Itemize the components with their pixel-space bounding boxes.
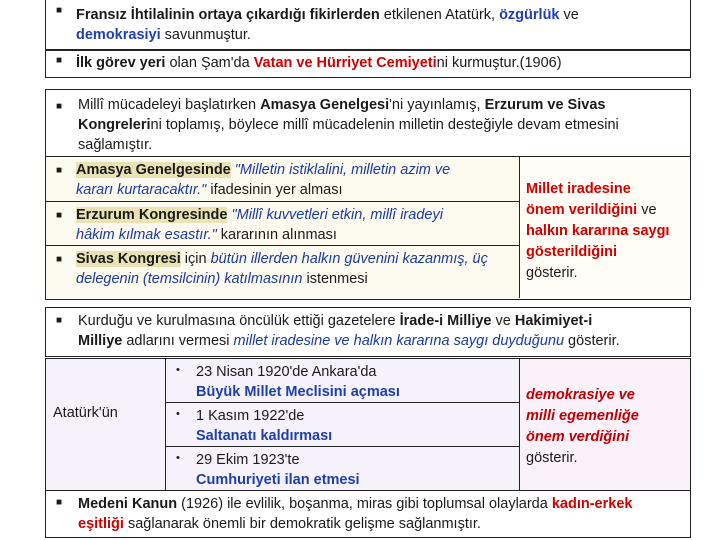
conclusion-l2: önem verildiğini (526, 202, 638, 218)
congress-erzurum-row (46, 202, 520, 246)
row5-plain: Kurduğu ve kurulmasına öncülük ettiği gazetelere (78, 313, 400, 329)
bullet-icon: ■ (56, 254, 63, 265)
sivas-icin: için (180, 251, 211, 267)
info-block-5 (45, 307, 691, 357)
row1-plain: etkilenen Atatürk, (379, 7, 500, 23)
ataturk-table (45, 358, 691, 491)
sivas-bold: Sivas Kongresi (76, 251, 181, 267)
ataturk-item-date: 29 Ekim 1923'te (196, 452, 300, 468)
row2-end: ni kurmuştur.(1906) (436, 55, 562, 71)
row3-text (78, 95, 682, 155)
row7-text (78, 494, 682, 534)
info-block-3 (45, 89, 691, 157)
ataturk-item-event: Saltanatı kaldırması (196, 428, 333, 444)
row3-amasya: Amasya Genelgesi (260, 97, 390, 113)
ataturk-conclusion-l2: milli egemenliğe (526, 408, 639, 424)
bullet-icon: ■ (56, 315, 63, 326)
ataturk-conclusion-l3: önem verdiğini (526, 429, 630, 445)
erzurum-text (76, 205, 511, 245)
row3-kongreler: Kongreleri (78, 117, 151, 133)
bullet-icon: ■ (56, 210, 63, 221)
row7-kadin-erkek: kadın-erkek (551, 496, 633, 512)
sivas-end: istenmesi (302, 271, 368, 287)
amasya-bold: Amasya Genelgesinde (76, 162, 231, 178)
row5-italic: millet iradesine ve halkın kararına saygı duyduğunu (233, 333, 565, 349)
row5-irade: İrade-i Milliye (399, 313, 492, 329)
row5-plain2: adlarını vermesi (122, 333, 234, 349)
row3-plain3: ni toplamış, böylece millî mücadelenin milletin desteğiyle devam etmesini (150, 117, 619, 133)
ataturk-conclusion (520, 359, 690, 490)
sivas-quote1: bütün illerden halkın güvenini kazanmış, üç (210, 251, 488, 267)
bullet-dot-icon: • (176, 364, 180, 376)
amasya-end: ifadesinin yer alması (206, 182, 343, 198)
row3-end: sağlamıştır. (78, 137, 153, 153)
ataturk-conclusion-text (526, 385, 639, 469)
info-block-2 (45, 49, 691, 78)
congress-table (45, 156, 691, 300)
ataturk-item-2 (166, 403, 520, 447)
ataturk-item-date: 1 Kasım 1922'de (196, 408, 305, 424)
info-block-1 (45, 0, 691, 51)
bullet-icon: ■ (56, 497, 63, 508)
row7-end: sağlanarak önemli bir demokratik gelişme sağlanmıştır. (123, 516, 481, 532)
ataturk-item-1 (166, 359, 520, 403)
amasya-quote2: kararı kurtaracaktır." (76, 182, 207, 198)
ataturk-label-cell (46, 359, 166, 490)
congress-sivas-row (46, 246, 520, 298)
row7-plain: (1926) ile evlilik, boşanma, miras gibi toplumsal olaylarda (177, 496, 552, 512)
sivas-quote2: delegenin (temsilcinin) katılmasının (76, 271, 303, 287)
amasya-quote1: "Milletin istiklalini, milletin azim ve (230, 162, 451, 178)
erzurum-bold: Erzurum Kongresinde (76, 207, 228, 223)
bullet-icon: ■ (56, 55, 63, 66)
row1-demokrasi: demokrasiyi (76, 27, 161, 43)
row2-plain: olan Şam'da (165, 55, 254, 71)
ataturk-item-event: Büyük Millet Meclisini açması (196, 384, 400, 400)
sivas-text (76, 249, 511, 289)
row3-plain: Millî mücadeleyi başlatırken (78, 97, 261, 113)
row1-text (76, 5, 682, 45)
row3-plain2: 'ni yayınlamış, (389, 97, 485, 113)
congress-conclusion (520, 157, 690, 298)
erzurum-quote2: hâkim kılmak esastır." (76, 227, 217, 243)
info-block-7 (45, 490, 691, 538)
ataturk-label: Atatürk'ün (53, 405, 118, 421)
congress-amasya-row (46, 157, 520, 202)
ataturk-conclusion-l1: demokrasiye ve (526, 387, 635, 403)
ataturk-item-event: Cumhuriyeti ilan etmesi (196, 472, 360, 488)
amasya-text (76, 160, 511, 200)
conclusion-l5: gösterir. (526, 265, 578, 281)
row5-end: gösterir. (564, 333, 620, 349)
row7-medeni-kanun: Medeni Kanun (78, 496, 178, 512)
row1-end: savunmuştur. (160, 27, 251, 43)
bullet-icon: ■ (56, 5, 63, 16)
erzurum-end: kararının alınması (216, 227, 337, 243)
row5-milliye: Milliye (78, 333, 123, 349)
bullet-dot-icon: • (176, 408, 180, 420)
bullet-dot-icon: • (176, 452, 180, 464)
ataturk-item-3 (166, 447, 520, 490)
row1-ozgurluk: özgürlük (499, 7, 560, 23)
bullet-icon: ■ (56, 165, 63, 176)
row2-cemiyet: Vatan ve Hürriyet Cemiyeti (253, 55, 437, 71)
row2-bold: İlk görev yeri (76, 55, 166, 71)
row2-text (76, 53, 682, 73)
ataturk-conclusion-l4: gösterir. (526, 450, 578, 466)
row5-hakimiyet: Hakimiyet-i (514, 313, 593, 329)
row5-text (78, 311, 682, 351)
conclusion-ve: ve (637, 202, 657, 218)
row7-esitligi: eşitliği (78, 516, 124, 532)
row3-erzurum: Erzurum ve Sivas (484, 97, 606, 113)
row5-ve: ve (491, 313, 515, 329)
conclusion-l4: gösterildiğini (526, 244, 618, 260)
row1-ve: ve (559, 7, 579, 23)
row1-bold: Fransız İhtilalinin ortaya çıkardığı fikirlerden (76, 7, 380, 23)
erzurum-quote1: "Millî kuvvetleri etkin, millî iradeyi (227, 207, 443, 223)
ataturk-item-date: 23 Nisan 1920'de Ankara'da (196, 364, 377, 380)
bullet-icon: ■ (56, 101, 63, 112)
conclusion-l3: halkın kararına saygı (526, 223, 670, 239)
conclusion-l1: Millet iradesine (526, 181, 631, 197)
congress-conclusion-text (526, 179, 669, 284)
